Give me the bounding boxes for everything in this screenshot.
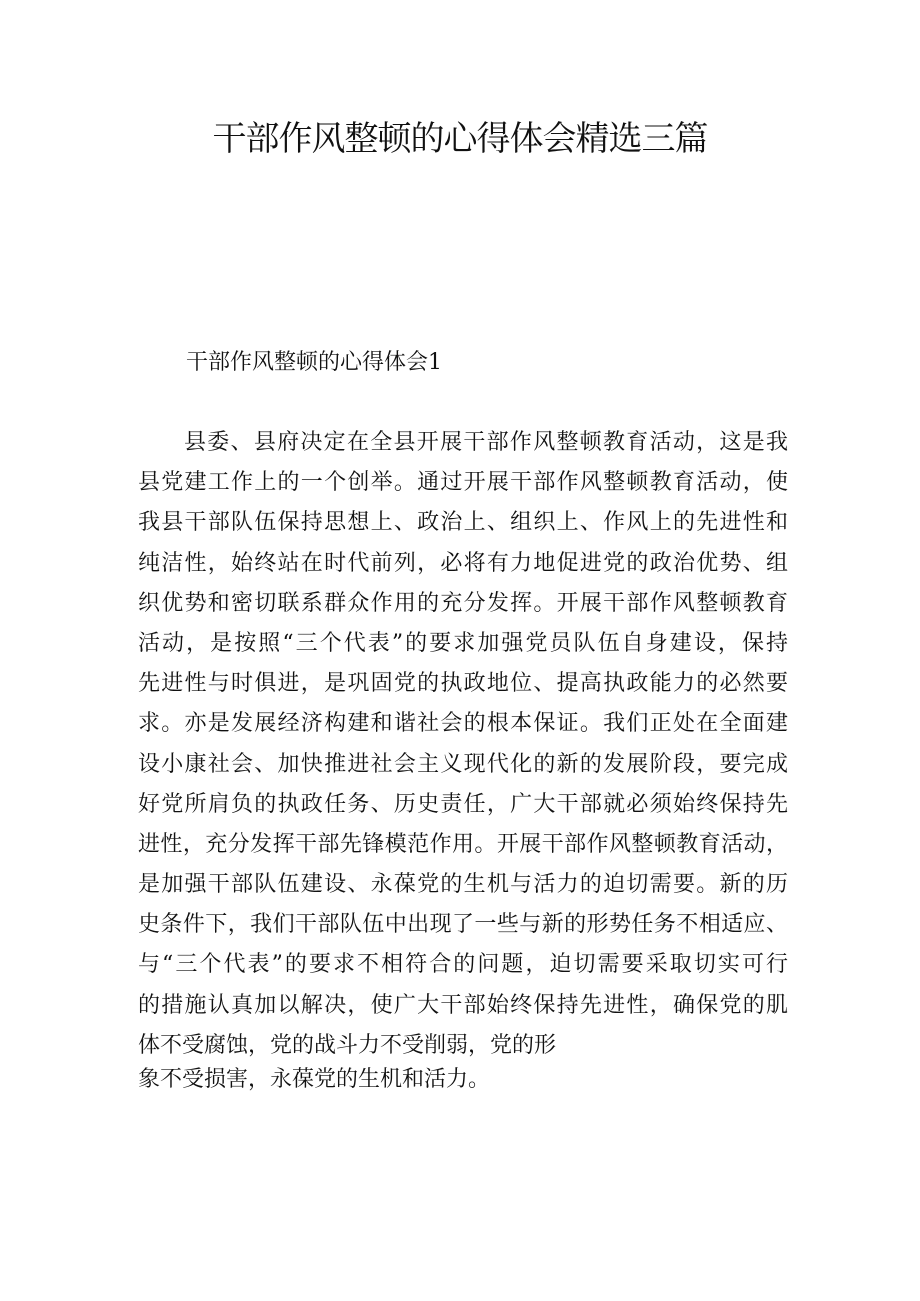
paragraph-line: 纯洁性，始终站在时代前列，必将有力地促进党的政治优势、组 [138, 550, 788, 576]
paragraph-line: 好党所肩负的执政任务、历史责任，广大干部就必须始终保持先 [138, 791, 788, 817]
paragraph-line: 是加强干部队伍建设、永葆党的生机与活力的迫切需要。新的历 [138, 872, 788, 898]
paragraph-line: 设小康社会、加快推进社会主义现代化的新的发展阶段，要完成 [138, 751, 788, 777]
paragraph-line: 史条件下，我们干部队伍中出现了一些与新的形势任务不相适应、 [138, 912, 788, 938]
paragraph-line: 进性，充分发挥干部先锋模范作用。开展干部作风整顿教育活动， [138, 831, 788, 857]
section-heading: 干部作风整顿的心得体会1 [186, 350, 442, 375]
document-title: 干部作风整顿的心得体会精选三篇 [212, 119, 708, 159]
paragraph-line: 织优势和密切联系群众作用的充分发挥。开展干部作风整顿教育 [138, 590, 788, 616]
paragraph-line: 县党建工作上的一个创举。通过开展干部作风整顿教育活动，使 [138, 470, 788, 496]
paragraph-line: 的措施认真加以解决，使广大干部始终保持先进性，确保党的肌 [138, 992, 788, 1018]
paragraph-line: 象不受损害，永葆党的生机和活力。 [138, 1067, 491, 1092]
body-paragraph [138, 423, 788, 1100]
paragraph-line: 求。亦是发展经济构建和谐社会的根本保证。我们正处在全面建 [138, 711, 788, 737]
paragraph-line: 活动，是按照“三个代表”的要求加强党员队伍自身建设，保持 [138, 630, 788, 656]
paragraph-line: 县委、县府决定在全县开展干部作风整顿教育活动，这是我 [184, 430, 788, 455]
paragraph-line: 先进性与时俱进，是巩固党的执政地位、提高执政能力的必然要 [138, 671, 788, 697]
paragraph-line: 我县干部队伍保持思想上、政治上、组织上、作风上的先进性和 [138, 510, 788, 536]
paragraph-line: 与“三个代表”的要求不相符合的问题，迫切需要采取切实可行 [138, 952, 788, 978]
paragraph-line: 体不受腐蚀，党的战斗力不受削弱，党的形 [138, 1032, 557, 1058]
